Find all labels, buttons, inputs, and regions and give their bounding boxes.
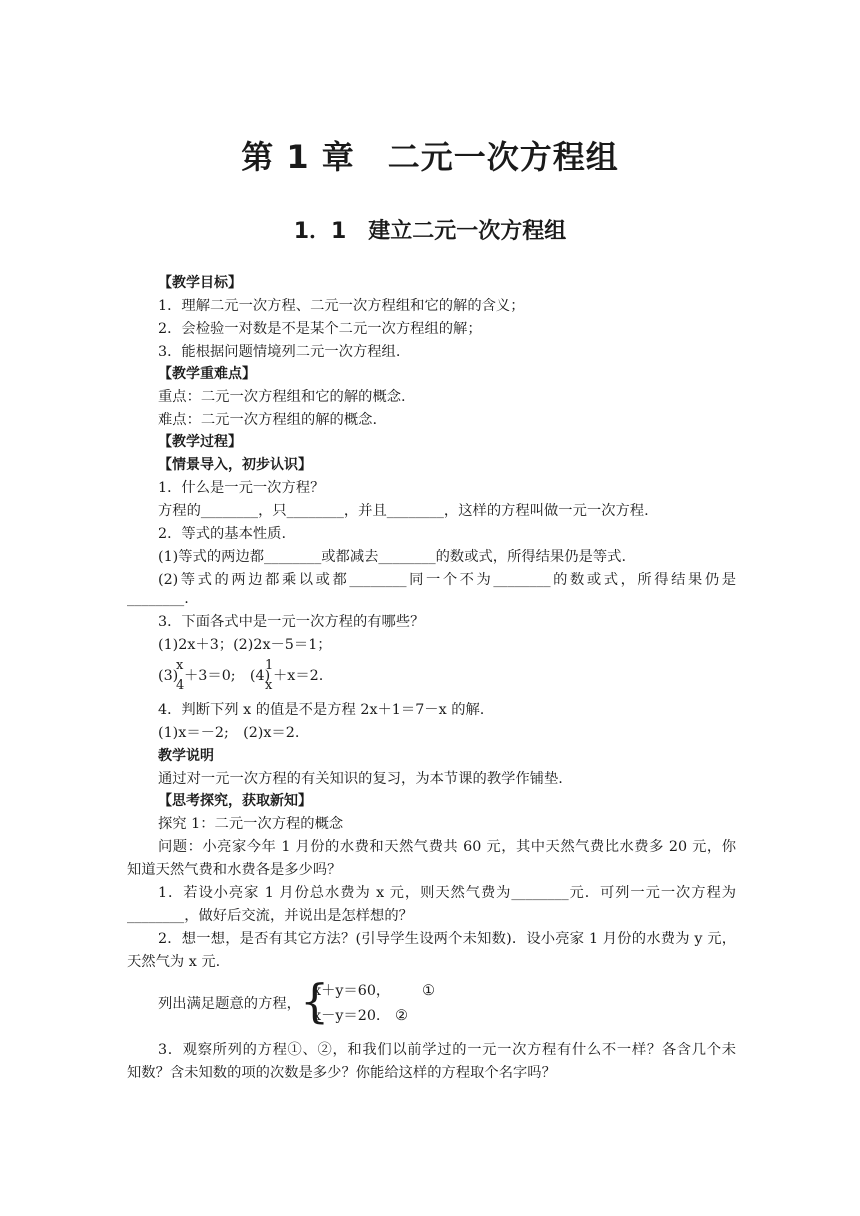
goal-item: 3．能根据问题情境列二元一次方程组. [158, 344, 401, 360]
process-heading: 【教学过程】 [158, 434, 242, 450]
explore-problem-line-1: 问题：小亮家今年 1 月份的水费和天然气费共 60 元，其中天然气费比水费多 20 元，你 [158, 839, 736, 855]
system-brace: { [300, 974, 330, 1028]
system-equation-1: x＋y＝60， [313, 983, 391, 999]
intro-heading: 【情景导入，初步认识】 [158, 457, 312, 473]
intro-question-4-options: (1)x＝－2; (2)x＝2. [158, 725, 300, 741]
intro-question-2-blank-end: ________. [127, 591, 189, 607]
equation-mark-2: ② [395, 1008, 408, 1024]
goals-heading: 【教学目标】 [158, 275, 242, 291]
explore-step-2-line-1: 2．想一想，是否有其它方法？(引导学生设两个未知数)．设小亮家 1 月份的水费为 y 元， [158, 931, 736, 947]
section-title: 1．1 建立二元一次方程组 [293, 219, 567, 244]
system-label: 列出满足题意的方程， [158, 996, 301, 1012]
note-text: 通过对一元一次方程的有关知识的复习，为本节课的教学作铺垫. [158, 771, 563, 787]
fraction-numerator: 1 [265, 658, 274, 673]
explore-step-1-line-1: 1．若设小亮家 1 月份总水费为 x 元，则天然气费为________元．可列一元一次方程为 [158, 885, 736, 901]
intro-question-2-part-1: (1)等式的两边都________或都减去________的数或式，所得结果仍是等式. [158, 549, 626, 565]
system-equation-2: x－y＝20. [313, 1008, 381, 1024]
intro-question-3: 3．下面各式中是一元一次方程的有哪些？ [158, 614, 425, 630]
equation-mark-1: ① [422, 983, 435, 999]
explore-subheading: 探究 1：二元一次方程的概念 [158, 816, 344, 832]
explore-problem-line-2: 知道天然气费和水费各是多少吗？ [127, 862, 342, 878]
intro-question-2: 2．等式的基本性质. [158, 526, 287, 542]
keypoint-item: 难点：二元一次方程组的解的概念. [158, 412, 377, 428]
note-heading: 教学说明 [158, 748, 214, 764]
intro-question-2-part-2: (2)等式的两边都乘以或都________同一个不为________的数或式，所得结果仍是 [158, 572, 736, 588]
keypoints-heading: 【教学重难点】 [158, 366, 256, 382]
formula-prefix: (3) [158, 668, 179, 684]
intro-question-1-text: 方程的________，只________，并且________，这样的方程叫做一元一次方程. [158, 503, 649, 519]
intro-question-1: 1．什么是一元一次方程？ [158, 480, 325, 496]
fraction-numerator: x [176, 658, 184, 673]
explore-step-1-line-2: ________，做好后交流，并说出是怎样想的？ [127, 908, 413, 924]
goal-item: 1．理解二元一次方程、二元一次方程组和它的解的含义； [158, 298, 525, 314]
fraction-denominator: 4 [176, 678, 185, 693]
chapter-title: 第 1 章 二元一次方程组 [241, 138, 619, 176]
formula-end: ＋x＝2. [273, 668, 324, 684]
keypoint-item: 重点：二元一次方程组和它的解的概念. [158, 389, 406, 405]
explore-step-3-line-1: 3．观察所列的方程①、②，和我们以前学过的一元一次方程有什么不一样？各含几个未 [158, 1042, 736, 1058]
formula-middle: ＋3＝0; (4) [184, 668, 271, 684]
intro-question-4: 4．判断下列 x 的值是不是方程 2x＋1＝7－x 的解. [158, 702, 485, 718]
explore-step-2-line-2: 天然气为 x 元. [127, 954, 221, 970]
goal-item: 2．会检验一对数是不是某个二元一次方程组的解； [158, 321, 482, 337]
fraction-denominator: x [265, 678, 273, 693]
intro-question-3-options-a: (1)2x＋3；(2)2x－5＝1； [158, 637, 332, 653]
explore-heading: 【思考探究，获取新知】 [158, 793, 312, 809]
explore-step-3-line-2: 知数？含未知数的项的次数是多少？你能给这样的方程取个名字吗？ [127, 1065, 556, 1081]
